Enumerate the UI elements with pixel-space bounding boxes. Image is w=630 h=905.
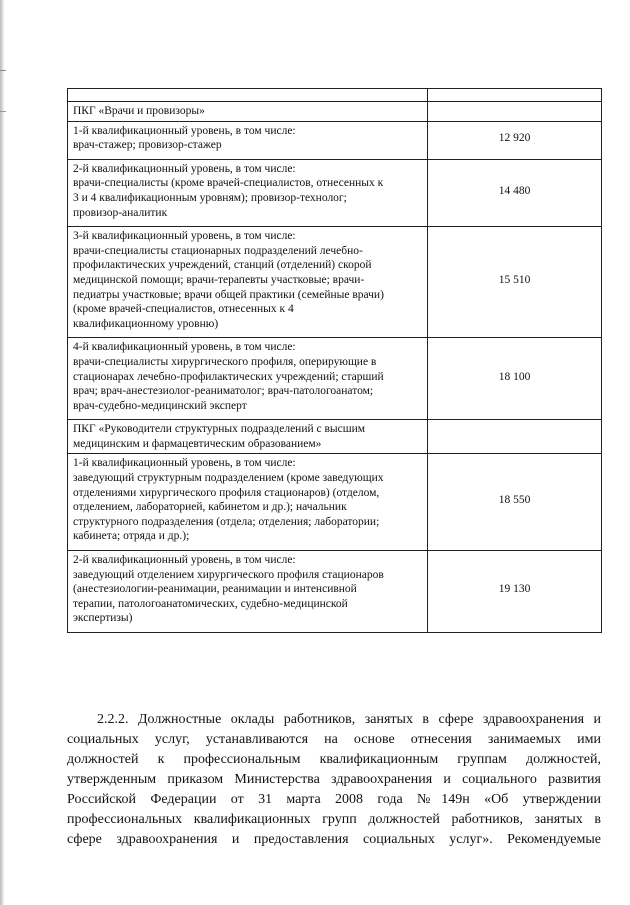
description-line: 2-й квалификационный уровень, в том числе: (73, 554, 296, 567)
salary-table (67, 88, 602, 633)
position-description-cell (68, 102, 428, 122)
description-line: 3-й квалификационный уровень, в том числе: (73, 230, 296, 243)
salary-value-cell (428, 420, 602, 454)
salary-table-body (68, 89, 602, 633)
paragraph-line: Российской Федерации от 31 марта 2008 года №149н «Об утверждении (67, 792, 601, 807)
paragraph-line: профессиональных квалификационных групп должностей работников, занятых в (67, 812, 601, 827)
salary-value-cell (428, 102, 602, 122)
table-row (68, 551, 602, 633)
description-line: отделением, лабораторией, кабинетом и др.); начальник (73, 501, 347, 514)
table-row (68, 454, 602, 551)
description-line: ПКГ «Руководители структурных подразделений с высшим (73, 423, 366, 436)
description-line: врач-судебно-медицинский эксперт (73, 399, 247, 412)
salary-value-cell (428, 89, 602, 102)
salary-value-cell: 19 130 (428, 551, 602, 633)
description-line: медицинским и фармацевтическим образованием» (73, 437, 322, 450)
position-description-cell (68, 121, 428, 159)
description-line: 3 и 4 квалификационным уровням); провизор-технолог; (73, 191, 347, 204)
salary-value-cell: 14 480 (428, 159, 602, 226)
description-line: профилактических учреждений, станций (отделений) скорой (73, 259, 372, 272)
description-line: врачи-специалисты хирургического профиля, оперирующие в (73, 355, 377, 368)
position-description-cell (68, 551, 428, 633)
scan-binding-marks (0, 70, 6, 112)
description-line: педиатры участковые; врачи общей практики (семейные врачи) (73, 288, 384, 301)
body-paragraph (67, 710, 601, 850)
group-header-row (68, 420, 602, 454)
description-line: медицинской помощи; врачи-терапевты участковые; врачи- (73, 273, 365, 286)
description-line: отделениями хирургического профиля стационаров) (отделом, (73, 486, 380, 499)
salary-value-cell: 18 550 (428, 454, 602, 551)
description-line: заведующий структурным подразделением (кроме заведующих (73, 472, 384, 485)
table-row (68, 227, 602, 338)
paragraph-line: социальных услуг, устанавливаются на основе отнесения занимаемых ими (67, 732, 601, 747)
description-line: врачи-специалисты стационарных подразделений лечебно- (73, 244, 363, 257)
paragraph-line: должностей к профессиональным квалификационным группам должностей, (67, 752, 601, 767)
description-line: 2-й квалификационный уровень, в том числе: (73, 162, 296, 175)
table-row (68, 159, 602, 226)
position-description-cell (68, 159, 428, 226)
description-line: (анестезиологии-реанимации, реанимации и интенсивной (73, 583, 357, 596)
salary-value-cell: 18 100 (428, 338, 602, 420)
description-line: стационарах лечебно-профилактических учреждений; старший (73, 370, 384, 383)
paragraph-line: 2.2.2. Должностные оклады работников, занятых в сфере здравоохранения и (97, 712, 601, 727)
description-line: 1-й квалификационный уровень, в том числе: (73, 457, 296, 470)
paragraph-line: утвержденным приказом Министерства здравоохранения и социального развития (67, 772, 601, 787)
group-header-row (68, 102, 602, 122)
description-line: врач-стажер; провизор-стажер (73, 139, 222, 152)
description-line: врач; врач-анестезиолог-реаниматолог; врач-патологоанатом; (73, 385, 374, 398)
description-line: 1-й квалификационный уровень, в том числе: (73, 124, 296, 137)
position-description-cell (68, 338, 428, 420)
description-line: врачи-специалисты (кроме врачей-специалистов, отнесенных к (73, 177, 384, 190)
description-line: заведующий отделением хирургического профиля стационаров (73, 568, 384, 581)
description-line: 4-й квалификационный уровень, в том числе: (73, 341, 296, 354)
description-line: (кроме врачей-специалистов, отнесенных к 4 (73, 303, 294, 316)
salary-value-cell: 15 510 (428, 227, 602, 338)
paragraph-line: сфере здравоохранения и предоставления социальных услуг». Рекомендуемые (67, 832, 601, 847)
table-row (68, 121, 602, 159)
scan-edge-shadow (0, 0, 4, 905)
table-top-row (68, 89, 602, 102)
description-line: провизор-аналитик (73, 206, 168, 219)
description-line: структурного подразделения (отдела; отделения; лаборатории; (73, 515, 380, 528)
position-description-cell (68, 227, 428, 338)
description-line: терапии, патологоанатомических, судебно-медицинской (73, 597, 348, 610)
description-line: квалификационному уровню) (73, 317, 219, 330)
table-row (68, 338, 602, 420)
position-description-cell (68, 420, 428, 454)
description-line: ПКГ «Врачи и провизоры» (73, 105, 205, 117)
salary-value-cell: 12 920 (428, 121, 602, 159)
description-line: кабинета; отряда и др.); (73, 530, 190, 543)
position-description-cell (68, 454, 428, 551)
position-description-cell (68, 89, 428, 102)
description-line: экспертизы) (73, 612, 133, 625)
